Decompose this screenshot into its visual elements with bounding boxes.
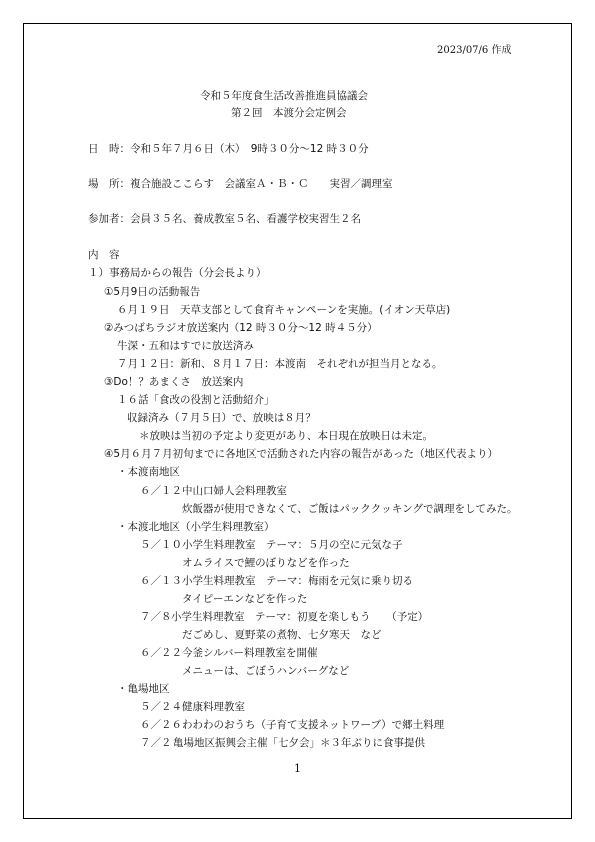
meeting-attendees: 参加者：会員３５名、養成教室５名、看護学校実習生２名 [88,213,361,225]
event-date: ７／２ [140,737,172,749]
meeting-place: 場 所：複合施設ここらす 会議室Ａ・Ｂ・Ｃ 実習／調理室 [88,178,393,190]
event-title: 今釜シルバー料理教室を開催 [182,647,318,659]
contents-heading: 内 容 [88,249,120,261]
item3-title: ③Do！？あまくさ 放送案内 [104,376,244,388]
section-heading: １）事務局からの報告（分会長より） [88,267,267,279]
item1-body: ６月１９日 天草支部として食育キャンペーンを実施。(イオン天草店) [117,304,451,316]
event-date: ６／２６ [140,719,182,731]
event-date: ６／２２ [140,647,182,659]
event-date: ６／１３ [140,575,182,587]
event-date: ６／１２ [140,485,182,497]
event-title: 小学生料理教室 テーマ：５月の空に元気な子 [182,539,403,551]
document-title: 令和５年度食生活改善推進員協議会 [200,90,368,102]
item2-line1: 牛深・五和はすでに放送済み [117,340,254,352]
area-heading-hondo-minami: ・本渡南地区 [117,466,180,478]
event-title: 亀場地区振興会主催「七夕会」＊３年ぶりに食事提供 [173,737,425,749]
event-date: ５／２４ [140,701,182,713]
item3-line2: 収録済み（７月５日）で、放映は８月？ [127,412,316,424]
item2-line2: ７月１２日：新和、８月１７日：本渡南 それぞれが担当月となる。 [117,358,443,370]
event-title: 小学生料理教室 テーマ：梅雨を元気に乗り切る [182,575,413,587]
event-description: 炊飯器が使用できなくて、ご飯はパッククッキングで調理をしてみた。 [182,503,518,515]
page-number: 1 [294,762,301,775]
event-title: 健康料理教室 [182,701,245,713]
event-title: 小学生料理教室 テーマ：初夏を楽しもう （予定） [171,611,429,623]
event-date: ７／８ [140,611,172,623]
event-description: タイピーエンなどを作った [182,593,308,605]
area-heading-hondo-kita: ・本渡北地区（小学生料理教室） [117,521,275,533]
item3-line1: １６話「食改の役割と活動紹介」 [117,394,275,406]
event-description: だごめし、夏野菜の煮物、七夕寒天 など [182,629,382,641]
event-description: オムライスで鯉のぼりなどを作った [182,557,350,569]
item4-title: ④5月６月７月初旬までに各地区で活動された内容の報告があった（地区代表より） [104,448,498,460]
event-date: ５／１０ [140,539,182,551]
area-heading-kameba: ・亀場地区 [117,683,170,695]
item1-title: ①5月9日の活動報告 [104,286,201,298]
item2-title: ②みつばちラジオ放送案内（12 時３０分～12 時４５分） [104,322,378,334]
event-title: わわわのおうち（子育て支援ネットワーブ）で郷土料理 [182,719,445,731]
item3-note: ＊放映は当初の予定より変更があり、本日現在放映日は未定。 [139,430,433,442]
meeting-datetime: 日 時：令和５年７月６日（木） 9時３０分～12 時３０分 [88,143,369,155]
creation-date: 2023/07/6 作成 [437,45,512,56]
event-title: 中山口婦人会料理教室 [182,485,287,497]
document-subtitle: 第２回 本渡分会定例会 [231,107,347,119]
event-description: メニューは、ごぼうハンバーグなど [182,665,350,677]
